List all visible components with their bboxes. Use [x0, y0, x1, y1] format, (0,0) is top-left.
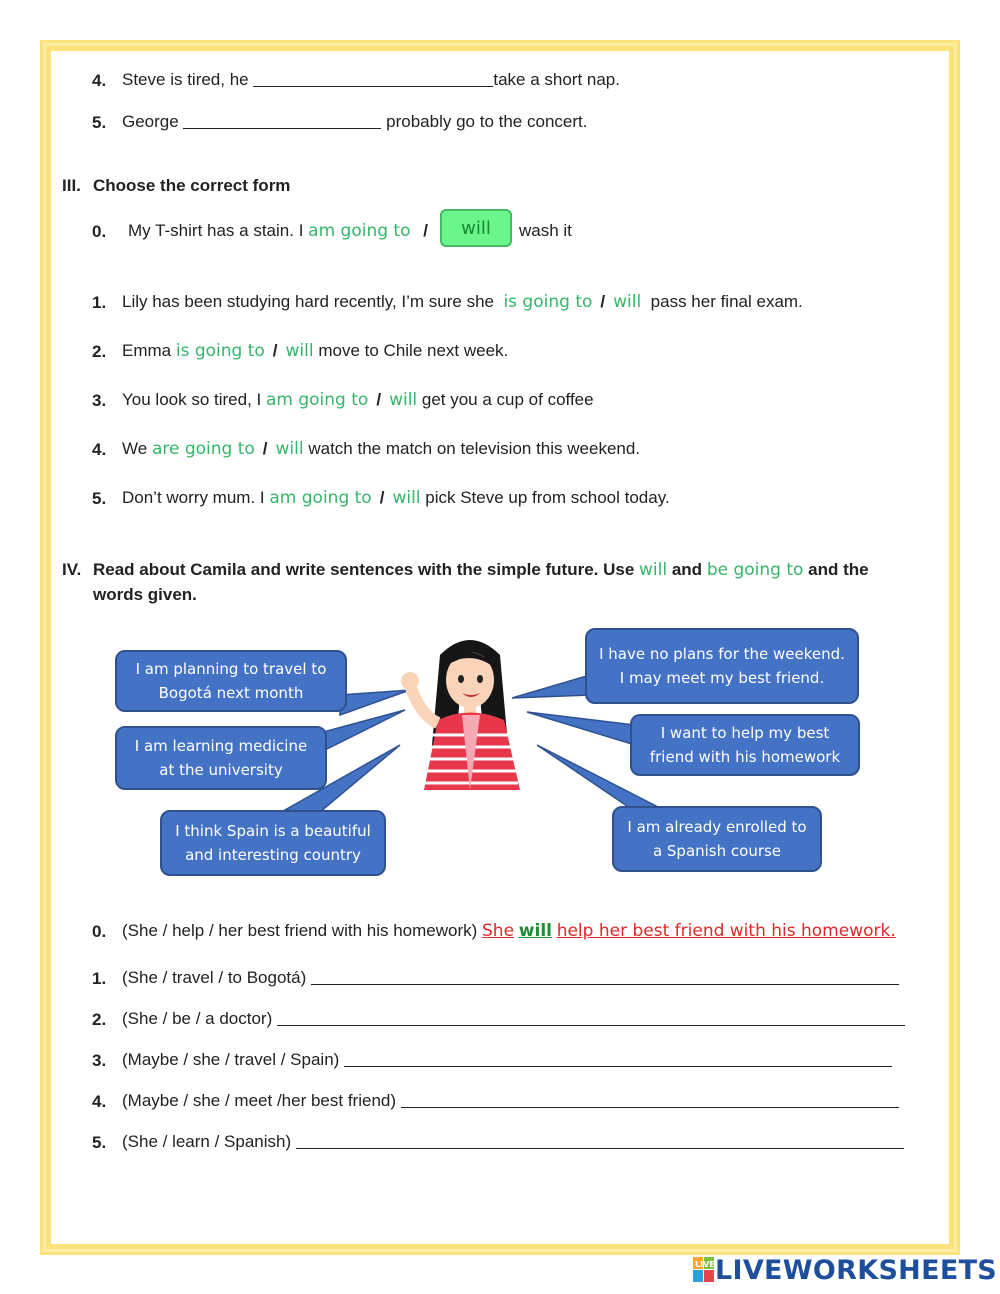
exercise-line — [122, 1131, 904, 1153]
option-going-to[interactable]: am going to — [265, 390, 369, 410]
option-going-to[interactable]: are going to — [151, 439, 255, 459]
answer-blank[interactable] — [277, 1009, 905, 1026]
sentence-start: Lily has been studying hard recently, I’m sure she — [122, 292, 494, 311]
sentence-start: Don’t worry mum. I — [122, 488, 265, 507]
example-sentence — [122, 920, 896, 942]
choice-sentence — [122, 291, 803, 313]
example-answer-subject: She — [482, 921, 515, 941]
exercise-line — [122, 1049, 892, 1071]
sentence-end: take a short nap. — [493, 70, 620, 89]
choice-sentence — [122, 340, 508, 362]
item-number: 5. — [92, 1133, 107, 1152]
option-going-to[interactable]: am going to — [269, 488, 372, 508]
option-will[interactable]: will — [275, 439, 304, 459]
choice-sentence — [122, 438, 640, 460]
slash: / — [379, 488, 385, 507]
item-number: 0. — [92, 222, 107, 241]
option-going-to[interactable]: is going to — [175, 341, 265, 361]
prompt: (She / be / a doctor) — [122, 1009, 273, 1028]
section-title: Choose the correct form — [93, 176, 291, 195]
prompt: (Maybe / she / meet /her best friend) — [122, 1091, 397, 1110]
section-title — [93, 560, 869, 580]
liveworksheets-logo[interactable] — [693, 1255, 997, 1285]
slash: / — [376, 390, 382, 409]
item-number: 4. — [92, 71, 107, 90]
answer-blank[interactable] — [183, 112, 381, 129]
example-answer-rest: help her best friend with his homework. — [556, 921, 896, 941]
sentence-end: wash it — [519, 221, 572, 240]
exercise-line — [122, 1008, 905, 1030]
title-text: Read about Camila and write sentences with the simple future. Use — [93, 560, 635, 579]
speech-bubble-travel: I am planning to travel to Bogotá next month — [115, 650, 347, 712]
sentence-start: My T-shirt has a stain. I — [128, 221, 304, 240]
choice-sentence — [122, 487, 670, 509]
speech-bubble-weekend: I have no plans for the weekend. I may meet my best friend. — [585, 628, 859, 704]
title-text: and the — [808, 560, 869, 579]
item-number: 1. — [92, 969, 107, 988]
section-roman: IV. — [62, 560, 82, 579]
prompt: (She / travel / to Bogotá) — [122, 968, 307, 987]
svg-text:LIVE: LIVE — [695, 1260, 715, 1269]
section-roman: III. — [62, 176, 81, 195]
item-number: 4. — [92, 440, 107, 459]
option-will: will — [461, 217, 491, 239]
slash: / — [262, 439, 268, 458]
title-text: and — [671, 560, 703, 579]
choice-sentence — [122, 389, 594, 411]
item-number: 3. — [92, 1051, 107, 1070]
logo-text: LIVEWORKSHEETS — [715, 1254, 998, 1286]
item-number: 2. — [92, 342, 107, 361]
exercise-line — [122, 967, 899, 989]
sentence-end: move to Chile next week. — [318, 341, 509, 360]
speech-bubble-homework: I want to help my best friend with his homework — [630, 714, 860, 776]
speech-bubble-medicine: I am learning medicine at the university — [115, 726, 327, 790]
item-number: 4. — [92, 1092, 107, 1111]
sentence-start: We — [122, 439, 148, 458]
selected-option-box[interactable] — [440, 209, 512, 247]
option-will[interactable]: will — [613, 292, 642, 312]
example-sentence — [128, 220, 436, 242]
answer-blank[interactable] — [253, 70, 493, 87]
item-number: 5. — [92, 113, 107, 132]
slash: / — [272, 341, 278, 360]
bubble-tail — [527, 712, 635, 745]
sentence-end: get you a cup of coffee — [421, 390, 594, 409]
section-title-line2: words given. — [93, 585, 197, 604]
speech-bubble-spain: I think Spain is a beautiful and interesting country — [160, 810, 386, 876]
option-going-to[interactable]: is going to — [503, 292, 593, 312]
slash: / — [600, 292, 606, 311]
answer-blank[interactable] — [401, 1091, 899, 1108]
option-will[interactable]: will — [285, 341, 314, 361]
answer-blank[interactable] — [344, 1050, 892, 1067]
logo-icon — [693, 1257, 715, 1283]
sentence-end: probably go to the concert. — [381, 112, 588, 131]
item-number: 0. — [92, 922, 107, 941]
answer-blank[interactable] — [311, 968, 899, 985]
item-number: 1. — [92, 293, 107, 312]
exercise-line — [122, 1090, 899, 1112]
sentence-start: Emma — [122, 341, 172, 360]
sentence-start: George — [122, 112, 184, 131]
sentence-start: Steve is tired, he — [122, 70, 254, 89]
prompt: (She / learn / Spanish) — [122, 1132, 292, 1151]
item-number: 5. — [92, 489, 107, 508]
prompt: (She / help / her best friend with his homework) — [122, 921, 478, 940]
example-answer-will: will — [518, 921, 552, 941]
sentence-start: You look so tired, I — [122, 390, 262, 409]
keyword-will: will — [639, 560, 668, 580]
item-number: 2. — [92, 1010, 107, 1029]
sentence-end: pass her final exam. — [650, 292, 803, 311]
sentence — [122, 69, 620, 91]
camila-illustration — [400, 625, 540, 795]
option-going-to[interactable]: am going to — [308, 221, 411, 241]
answer-blank[interactable] — [296, 1132, 904, 1149]
slash: / — [423, 221, 428, 240]
prompt: (Maybe / she / travel / Spain) — [122, 1050, 340, 1069]
keyword-be-going-to: be going to — [706, 560, 804, 580]
option-will[interactable]: will — [389, 390, 418, 410]
sentence-end: watch the match on television this weekend. — [308, 439, 641, 458]
option-will[interactable]: will — [392, 488, 421, 508]
speech-bubble-spanish-course: I am already enrolled to a Spanish course — [612, 806, 822, 872]
sentence-end: pick Steve up from school today. — [425, 488, 670, 507]
sentence — [122, 111, 587, 133]
item-number: 3. — [92, 391, 107, 410]
